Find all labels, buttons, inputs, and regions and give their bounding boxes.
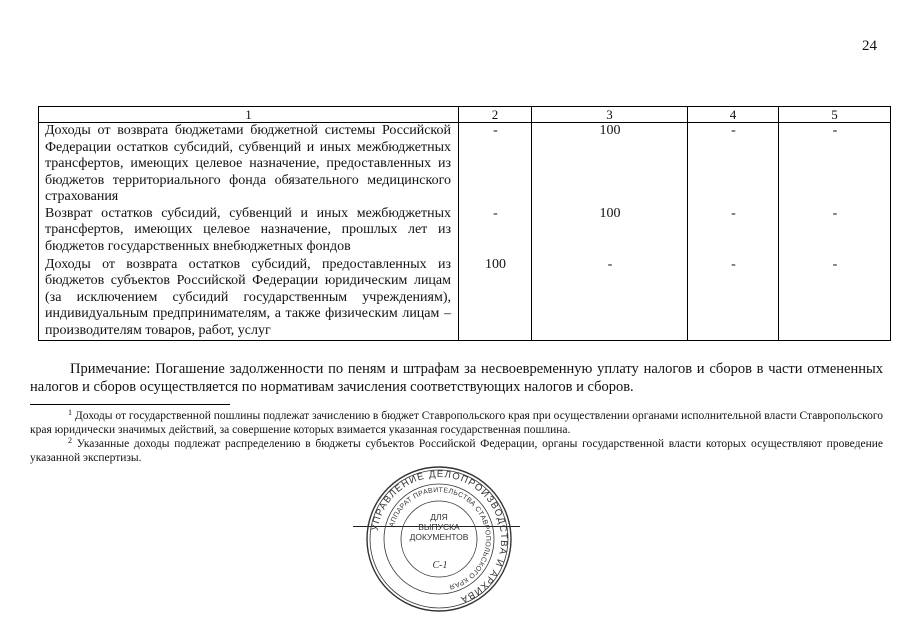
stamp-inner-path: АППАРАТ ПРАВИТЕЛЬСТВА СТАВРОПОЛЬСКОГО КРАЯ — [388, 486, 492, 590]
footnote-mark: 1 — [68, 408, 72, 417]
footnote — [30, 406, 883, 437]
column-header: 1 — [39, 107, 459, 123]
footnote-text: Доходы от государственной пошлины подлежат зачислению в бюджет Ставропольского края при осуществлении органами исполнительной власти Ставропольского края юридически значимых действий, за совершение которых взимается указанная государственная пошлина. — [30, 410, 884, 436]
cell-value: 100 — [459, 256, 532, 341]
cell-value: - — [459, 206, 532, 256]
column-header: 4 — [688, 107, 779, 123]
official-stamp — [354, 464, 524, 614]
cell-value: - — [779, 206, 891, 256]
stamp-center-line: ДЛЯ — [430, 512, 448, 522]
column-header: 2 — [459, 107, 532, 123]
cell-value: 100 — [532, 206, 688, 256]
column-header: 5 — [779, 107, 891, 123]
column-header: 3 — [532, 107, 688, 123]
footnote-divider — [30, 404, 230, 405]
footnote-mark: 2 — [68, 436, 72, 445]
stamp-center-line: ДОКУМЕНТОВ — [409, 532, 469, 542]
page-number: 24 — [862, 38, 877, 54]
cell-value: - — [688, 123, 779, 206]
cell-value: 100 — [532, 123, 688, 206]
row-description: Возврат остатков субсидий, субвенций и иных межбюджетных трансфертов, имеющих целевое назначение, прошлых лет из бюджетов государственных внебюджетных фондов — [39, 206, 459, 256]
stamp-center-line: ВЫПУСКА — [418, 522, 460, 532]
table-header-row — [39, 107, 891, 123]
cell-value: - — [688, 256, 779, 341]
row-description: Доходы от возврата бюджетами бюджетной системы Российской Федерации остатков субсидий, субвенций и иных межбюджетных трансфертов, имеющих целевое назначение, предоставленных из бюджетов территориального фонда обязательного медицинского страхования — [39, 123, 459, 206]
table-row — [39, 206, 891, 256]
stamp-code: С-1 — [432, 560, 448, 571]
stamp-outer-path: УПРАВЛЕНИЕ ДЕЛОПРОИЗВОДСТВА И АРХИВА — [369, 468, 510, 606]
revenue-table — [38, 106, 891, 341]
cell-value: - — [779, 256, 891, 341]
cell-value: - — [688, 206, 779, 256]
table-row — [39, 256, 891, 341]
row-description: Доходы от возврата остатков субсидий, предоставленных из бюджетов субъектов Российской Федерации юридическим лицам (за исключением субсидий государственным учреждениям), индивидуальным предпринимателям, а также физическим лицам – производителям товаров, работ, услуг — [39, 256, 459, 341]
cell-value: - — [459, 123, 532, 206]
table-row — [39, 123, 891, 206]
cell-value: - — [779, 123, 891, 206]
cell-value: - — [532, 256, 688, 341]
note-paragraph: Примечание: Погашение задолженности по пеням и штрафам за несвоевременную уплату налогов и сборов в части отмененных налогов и сборов осуществляется по нормативам зачисления соответствующих налогов и сборов. — [30, 361, 883, 395]
footnote-text: Указанные доходы подлежат распределению в бюджеты субъектов Российской Федерации, органы государственной власти которых осуществляют проведение указанной экспертизы. — [30, 438, 884, 464]
footnote — [30, 434, 883, 465]
